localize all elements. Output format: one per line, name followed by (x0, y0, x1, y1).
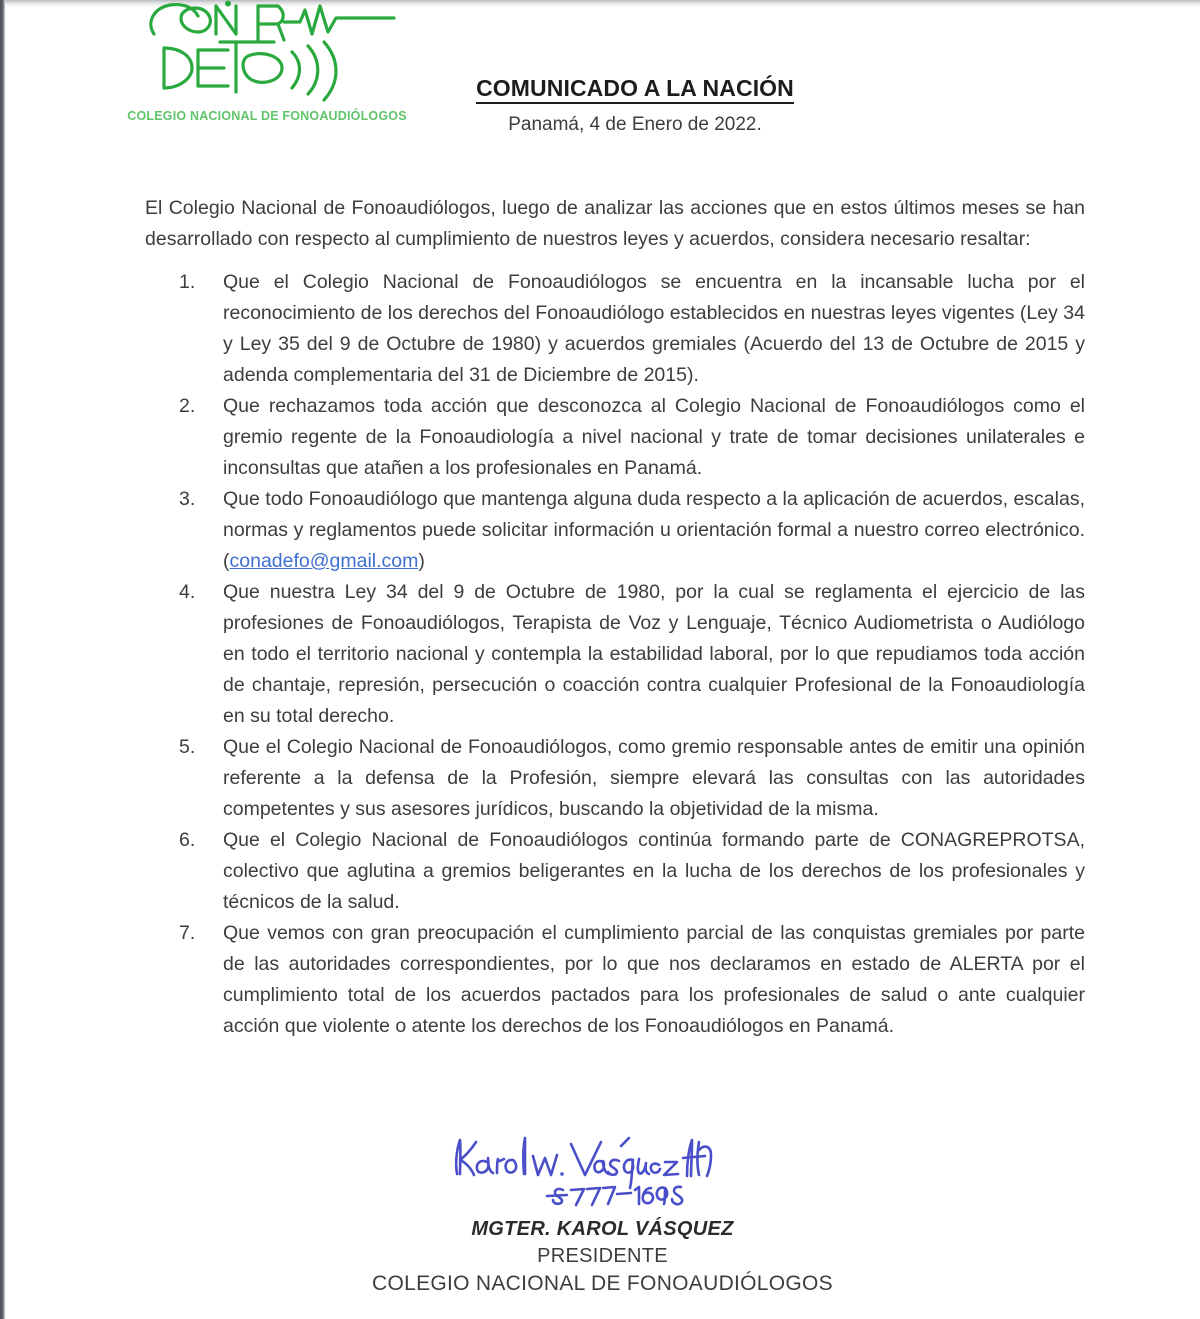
list-item (173, 577, 1085, 732)
list-item (173, 484, 1085, 577)
point-text: Que nuestra Ley 34 del 9 de Octubre de 1980, por la cual se reglamenta el ejercicio de las profesiones de Fonoaudiólogos, Terapista de Voz y Lenguaje, Técnico Audiometrista o Audiólogo en todo el territorio nacional y contempla la estabilidad laboral, por lo que repudiamos toda acción de chantaje, represión, persecución o coacción contra cualquier Profesional de la Fonoaudiología en su total derecho. (223, 581, 1085, 727)
list-item (173, 918, 1085, 1042)
list-item (173, 732, 1085, 825)
list-item (173, 825, 1085, 918)
document-header (5, 0, 1200, 175)
point-text-before-link: Que todo Fonoaudiólogo que mantenga alguna duda respecto a la aplicación de acuerdos, escalas, normas y reglamentos puede solicitar información u orientación formal a nuestro correo electrónico. ( (223, 488, 1085, 572)
page-title: COMUNICADO A LA NACIÓN (476, 76, 794, 104)
point-text: Que vemos con gran preocupación el cumplimiento parcial de las conquistas gremiales por parte de las autoridades correspondientes, por lo que nos declaramos en estado de ALERTA por el cumplimiento total de los acuerdos pactados para los profesionales de salud o ante cualquier acción que violente o atente los derechos de los Fonoaudiólogos en Panamá. (223, 922, 1085, 1037)
handwritten-signature-icon (443, 1128, 763, 1214)
document-date: Panamá, 4 de Enero de 2022. (508, 114, 762, 136)
title-block (405, 76, 865, 137)
email-link[interactable]: conadefo@gmail.com (229, 550, 419, 572)
point-text: Que el Colegio Nacional de Fonoaudiólogos, como gremio responsable antes de emitir una opinión referente a la defensa de la Profesión, siempre elevará las consultas con las autoridades competentes y sus asesores jurídicos, buscando la objetividad de la misma. (223, 736, 1085, 820)
point-text: Que el Colegio Nacional de Fonoaudiólogos continúa formando parte de CONAGREPROTSA, colectivo que aglutina a gremios beligerantes en la lucha de los derechos de los profesionales y técnicos de la salud. (223, 829, 1085, 913)
document-page (5, 0, 1200, 1319)
conadefo-logo-icon (132, 0, 402, 108)
point-text-after-link: ) (418, 550, 425, 572)
signer-role: PRESIDENTE (537, 1245, 668, 1267)
signer-name: MGTER. KAROL VÁSQUEZ (471, 1218, 734, 1240)
document-body (5, 193, 1200, 1042)
point-text: Que rechazamos toda acción que desconozca al Colegio Nacional de Fonoaudiólogos como el gremio regente de la Fonoaudiología a nivel nacional y trate de tomar decisiones unilaterales e inconsultas que atañen a los profesionales en Panamá. (223, 395, 1085, 479)
point-text: Que el Colegio Nacional de Fonoaudiólogos se encuentra en la incansable lucha por el reconocimiento de los derechos del Fonoaudiólogo establecidos en nuestras leyes vigentes (Ley 34 y Ley 35 del 9 de Octubre de 1980) y acuerdos gremiales (Acuerdo del 13 de Octubre de 2015 y adenda complementaria del 31 de Diciembre de 2015). (223, 271, 1085, 386)
numbered-points-list (173, 267, 1085, 1042)
list-item (173, 391, 1085, 484)
signature-block (5, 1128, 1200, 1298)
intro-paragraph: El Colegio Nacional de Fonoaudiólogos, luego de analizar las acciones que en estos últimos meses se han desarrollado con respecto al cumplimiento de nuestros leyes y acuerdos, considera necesario resaltar: (145, 197, 1085, 250)
list-item (173, 267, 1085, 391)
logo-caption: COLEGIO NACIONAL DE FONOAUDIÓLOGOS (127, 109, 407, 123)
signer-organization: COLEGIO NACIONAL DE FONOAUDIÓLOGOS (371, 1272, 833, 1295)
organization-logo-block (107, 0, 427, 123)
